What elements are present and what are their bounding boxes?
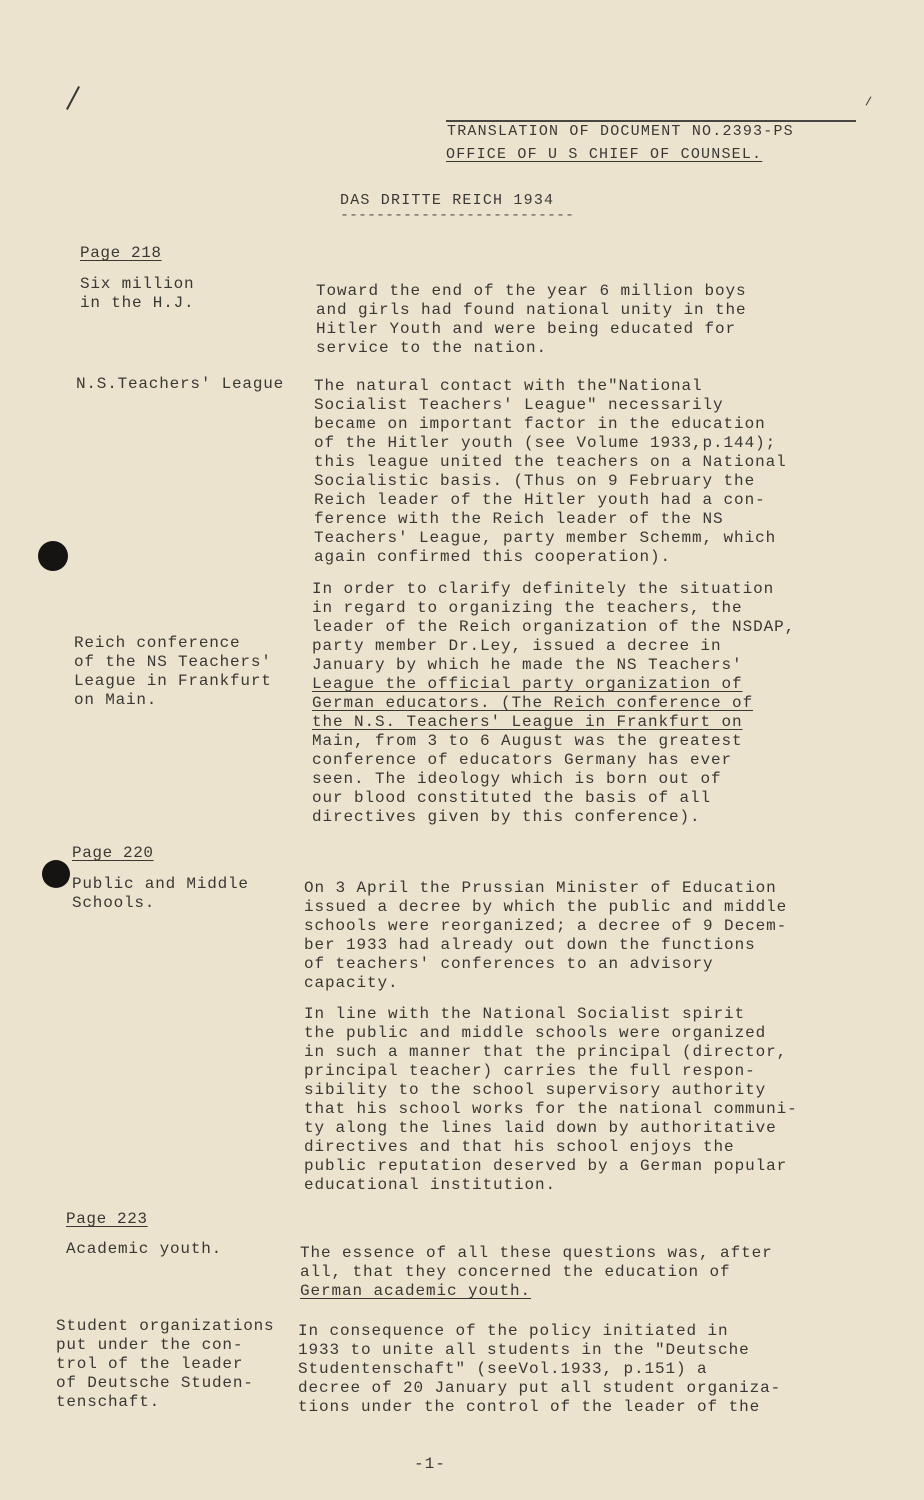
- margin-note: Six million in the H.J.: [80, 275, 195, 312]
- paragraph: The natural contact with the"National Socialist Teachers' League" necessarily became on important factor in the education of the Hitler youth (see Volume 1933,p.144); this league united the teachers on a National Socialistic basis. (Thus on 9 February the Reich leader of the Hitler youth had a con- ference with the Reich leader of the NS Teachers' League, party member Schemm, which again confirmed this cooperation).: [314, 377, 787, 566]
- paragraph: The essence of all these questions was, after all, that they concerned the education of German academic youth.: [300, 1244, 773, 1300]
- title-underline: --------------------------: [340, 207, 575, 224]
- page-label: Page 218: [80, 244, 162, 262]
- margin-note: Student organizations put under the con- trol of the leader of Deutsche Studen- tenschaft.: [56, 1317, 275, 1411]
- page-number: -1-: [414, 1455, 446, 1473]
- pen-mark: [866, 96, 872, 105]
- document-title: DAS DRITTE REICH 1934: [340, 192, 555, 209]
- margin-note: N.S.Teachers' League: [76, 375, 285, 393]
- paragraph: On 3 April the Prussian Minister of Education issued a decree by which the public and middle schools were reorganized; a decree of 9 Decem- ber 1933 had already out down the functions of teachers' conferences to an advisory capacity.: [304, 879, 788, 992]
- page-label: Page 223: [66, 1210, 148, 1228]
- punch-hole: [42, 860, 70, 888]
- translation-line: TRANSLATION OF DOCUMENT NO.2393-PS: [447, 123, 794, 140]
- pen-mark: [66, 86, 80, 110]
- punch-hole: [38, 541, 68, 571]
- paragraph: Toward the end of the year 6 million boys and girls had found national unity in the Hitler Youth and were being educated for service to the nation.: [316, 282, 747, 357]
- margin-note: Reich conference of the NS Teachers' League in Frankfurt on Main.: [74, 634, 272, 709]
- paragraph: In line with the National Socialist spirit the public and middle schools were organized in such a manner that the principal (director, principal teacher) carries the full respon- sibility to the school supervisory authority that his school works for the national communi- ty along the lines laid down by authoritative directives and that his school enjoys the public reputation deserved by a German popular educational institution.: [304, 1005, 798, 1194]
- paragraph: In consequence of the policy initiated in 1933 to unite all students in the "Deutsche Studentenschaft" (seeVol.1933, p.151) a decree of 20 January put all student organiza- tions under the control of the leader of the: [298, 1322, 782, 1416]
- office-line: OFFICE OF U S CHIEF OF COUNSEL.: [446, 146, 763, 163]
- margin-note: Public and Middle Schools.: [72, 875, 249, 912]
- page-label: Page 220: [72, 844, 154, 862]
- paragraph: In order to clarify definitely the situation in regard to organizing the teachers, the leader of the Reich organization of the NSDAP, party member Dr.Ley, issued a decree in January by which he made the NS Teachers' League the official party organization of German educators. (The Reich conference of the N.S. Teachers' League in Frankfurt on Main, from 3 to 6 August was the greatest conference of educators Germany has ever seen. The ideology which is born out of our blood constituted the basis of all directives given by this conference).: [312, 580, 796, 826]
- margin-note: Academic youth.: [66, 1240, 223, 1258]
